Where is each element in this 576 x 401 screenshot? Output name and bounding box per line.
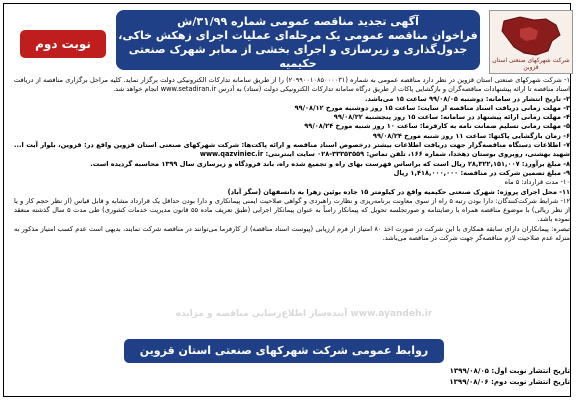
notice-paragraph: ۱۰- مدت قرارداد: ۵ ماه: [504, 178, 570, 187]
notice-body: [14, 76, 570, 330]
notice-paragraph: ۸- مبلغ برآورد: ۲۸,۳۲۲,۱۵۱,۰۰۷ ریال است که براساس فهرست بهای راه و تجمیع شده راه، باند فرودگاه و زیرسازی سال ۱۳۹۹ محاسبه گردیده است.: [90, 159, 570, 168]
header-line-3: جدول‌گذاری و زیرسازی و اجرای بخشی از معابر شهرک صنعتی حکیمیه: [128, 43, 468, 70]
notice-frame: [3, 3, 571, 397]
notice-paragraph: ۴- مهلت زمانی ارائه پیشنهاد در سامانه: ساعت ۱۵ روز پنجشنبه ۹۹/۰۸/۲۲: [333, 113, 570, 122]
second-publication-date: تاریخ انتشار نوبت دوم: ۱۳۹۹/۰۸/۰۶: [449, 378, 570, 386]
notice-paragraph: ۳- مهلت زمانی دریافت اسناد مناقصه از سایت: ساعت ۱۵ روز دوشنبه مورخ ۹۹/۰۸/۱۲: [294, 103, 570, 112]
header-line-2: فراخوان مناقصه عمومی یک مرحله‌ای عملیات اجرای زهکش خاکی،: [118, 29, 478, 42]
notice-paragraph: ۵- مهلت زمانی تسلیم ضمانت نامه به کارفرما: ساعت ۱۰ روز شنبه مورخ ۹۹/۰۸/۲۴: [304, 122, 570, 131]
notice-paragraph: ۱۲- شرایط شرکت‌کنندگان: دارا بودن رتبه ۵ راه از سوی معاونت برنامه‌ریزی و نظارت راهبردی و گواهی صلاحیت ایمنی پیمانکاری و دارا بودن حداقل یک قرارداد مشابه و قابل قیاس (از نظر حجم کار و یا از نظر ریالی) با موضوع مناقصه همراه با رضایتنامه و صورتجلسه تحویل که پیمانکار راساً به عنوان پیمانکار اجرایی (طبق تعریف ماده ۵۵ قانون مدیریت خدمات کشوری) طی مدت ۵ سال گذشته منعقد نموده باشد.: [14, 196, 570, 224]
first-publication-date: تاریخ انتشار نوبت اول: ۱۳۹۹/۰۸/۰۵: [449, 367, 570, 375]
notice-paragraph: ۱۱- محل اجرای پروژه: شهرک صنعتی حکیمیه واقع در کیلومتر ۱۵ جاده بوئین زهرا به دانسفهان (سگز آباد): [227, 187, 570, 196]
publication-dates: [14, 366, 570, 388]
public-relations-footer: روابط عمومی شرکت شهرکهای صنعتی استان قزوین: [124, 339, 444, 363]
notice-paragraph: ۷- اطلاعات دستگاه مناقصه‌گزار جهت دریافت اطلاعات بیشتر درخصوص اسناد مناقصه و ارائه پاکت‌ها: شرکت شهرکهای صنعتی استان قزوین واقع در: قزوین، بلوار آیت ا... شهید بهشتی، روبروی بوستان دهخدا، شماره ۱۶۶، تلفن تماس: ۳۳۳۵۳۵۵۹-۰۲۸ سایت اینترنتی: www.qazviniec.ir: [14, 141, 570, 159]
watermark-text: www.ayandeh.ir آینده‌ساز اطلاع‌رسانی مناقصه و مزایده: [175, 309, 433, 319]
notice-paragraph: تبصره: پیمانکاران دارای سابقه همکاری با این شرکت در صورت اخذ ۸۰ امتیاز از فرم ارزیابی (پیوست اسناد مناقصه) از کارفرما می‌توانند در مناقصه شرکت نمایند، بدیهی است عدم کسب امتیاز مذکور به منزله عدم صلاحیت لازم مناقصه‌گر جهت شرکت در مناقصه می‌باشد.: [14, 224, 570, 243]
header-line-1: آگهی تجدید مناقصه عمومی شماره ۳۱/۹۹/ش: [177, 15, 419, 28]
notice-paragraph: ۲- تاریخ انتشار در سامانه: دوشنبه ۹۹/۰۸/۰۵ ساعت ۱۵ می‌باشد.: [365, 94, 570, 103]
logo-caption: شرکت شهرکهای صنعتی استان قزوین: [492, 57, 570, 71]
second-round-badge: نوبت دوم: [20, 30, 106, 58]
iran-map-icon: [490, 11, 572, 61]
notice-paragraph: ۶- زمان بازگشایی پاکتها: ساعت ۱۱ روز شنبه مورخ ۹۹/۰۸/۲۴: [372, 131, 570, 140]
notice-header: [116, 10, 480, 70]
company-logo: [489, 10, 573, 74]
notice-paragraph: ۱- شرکت شهرکهای صنعتی استان قزوین در نظر دارد مناقصه عمومی به شماره (۲۰۹۹۰۰۱۰۸۵۰۰۰۰۳۱) را از طریق سامانه تدارکات الکترونیکی دولت برگزار نماید. کلیه مراحل برگزاری مناقصه از دریافت اسناد مناقصه تا ارائه پیشنهادات مناقصه‌گران و بازگشایی پاکات از طریق درگاه سامانه تدارکات الکترونیکی دولت (ستاد) به آدرس www.setadiran.ir انجام خواهد شد.: [14, 76, 570, 94]
notice-paragraph: ۹- مبلغ تضمین شرکت در مناقصه: ۱,۴۱۸,۰۰۰,۰۰۰ ریال: [393, 168, 570, 177]
